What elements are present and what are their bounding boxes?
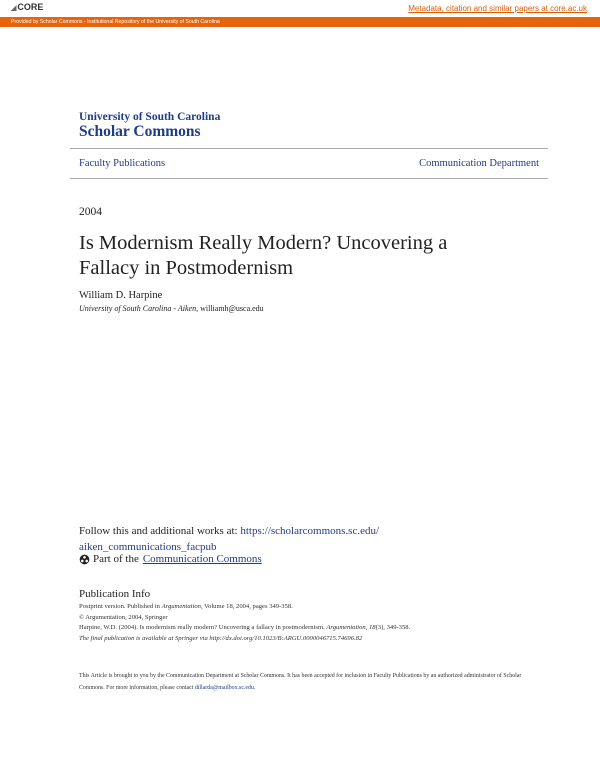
- contact-email-link[interactable]: dillarda@mailbox.sc.edu: [194, 685, 254, 691]
- collection-link-part1[interactable]: https://scholarcommons.sc.edu/: [240, 525, 380, 537]
- follow-line: [79, 523, 479, 555]
- collection-link-part2[interactable]: aiken_communications_facpub: [79, 541, 217, 553]
- nav-bottom-divider: [70, 178, 548, 179]
- footer-text: This Article is brought to you by the Communication Department at Scholar Commons. It has been accepted for inclusion in Faculty Publications by an authorized administrator of Scholar Commons. For more information, please contact: [79, 673, 522, 691]
- author-affiliation: [79, 304, 264, 313]
- provided-by-text: Provided by Scholar Commons - Institutional Repository of the University of South Carolina: [11, 19, 220, 25]
- communication-department-link[interactable]: Communication Department: [419, 158, 539, 169]
- repository-name[interactable]: Scholar Commons: [79, 123, 201, 140]
- core-logo[interactable]: ◢CORE: [11, 2, 44, 12]
- footer-notice: This Article is brought to you by the Communication Department at Scholar Commons. It has been accepted for inclusion in Faculty Publications by an authorized administrator of Scholar Commons. For more information, please contact dillarda@mailbox.sc.edu.: [79, 673, 522, 691]
- core-metadata-link[interactable]: Metadata, citation and similar papers at core.ac.uk: [408, 4, 587, 13]
- university-name[interactable]: University of South Carolina: [79, 111, 221, 123]
- publication-info-heading: Publication Info: [79, 588, 151, 600]
- pubinfo-line-2: © Argumentation, 2004, Springer: [79, 613, 168, 621]
- pubinfo-line-4: The final publication is available at Springer via http://dx.doi.org/10.1023/B:ARGU.0000046715.74696.82: [79, 634, 363, 642]
- core-logo-icon: ◢: [11, 5, 17, 12]
- pubinfo-line-1: Postprint version. Published in Argumentation, Volume 18, 2004, pages 349-358.: [79, 603, 293, 610]
- nav-top-divider: [70, 148, 548, 149]
- commons-network-icon: [79, 554, 90, 565]
- faculty-publications-link[interactable]: Faculty Publications: [79, 158, 166, 169]
- paper-title: Is Modernism Really Modern? Uncovering a Fallacy in Postmodernism: [79, 232, 448, 279]
- affiliation-institution: University of South Carolina - Aiken: [79, 304, 197, 313]
- part-of-line: [79, 553, 262, 565]
- author-name: William D. Harpine: [79, 290, 163, 301]
- publication-year: 2004: [79, 206, 102, 218]
- part-of-text: Part of the: [93, 553, 139, 565]
- follow-text: Follow this and additional works at:: [79, 525, 241, 537]
- pubinfo-line-3: Harpine, W.D. (2004). Is modernism really modern? Uncovering a fallacy in postmodernism. Argumentation, 18(3), 349-358.: [79, 624, 411, 631]
- publication-info-body: [79, 602, 539, 644]
- affiliation-email: , williamh@usca.edu: [196, 304, 264, 313]
- communication-commons-link[interactable]: Communication Commons: [142, 553, 262, 565]
